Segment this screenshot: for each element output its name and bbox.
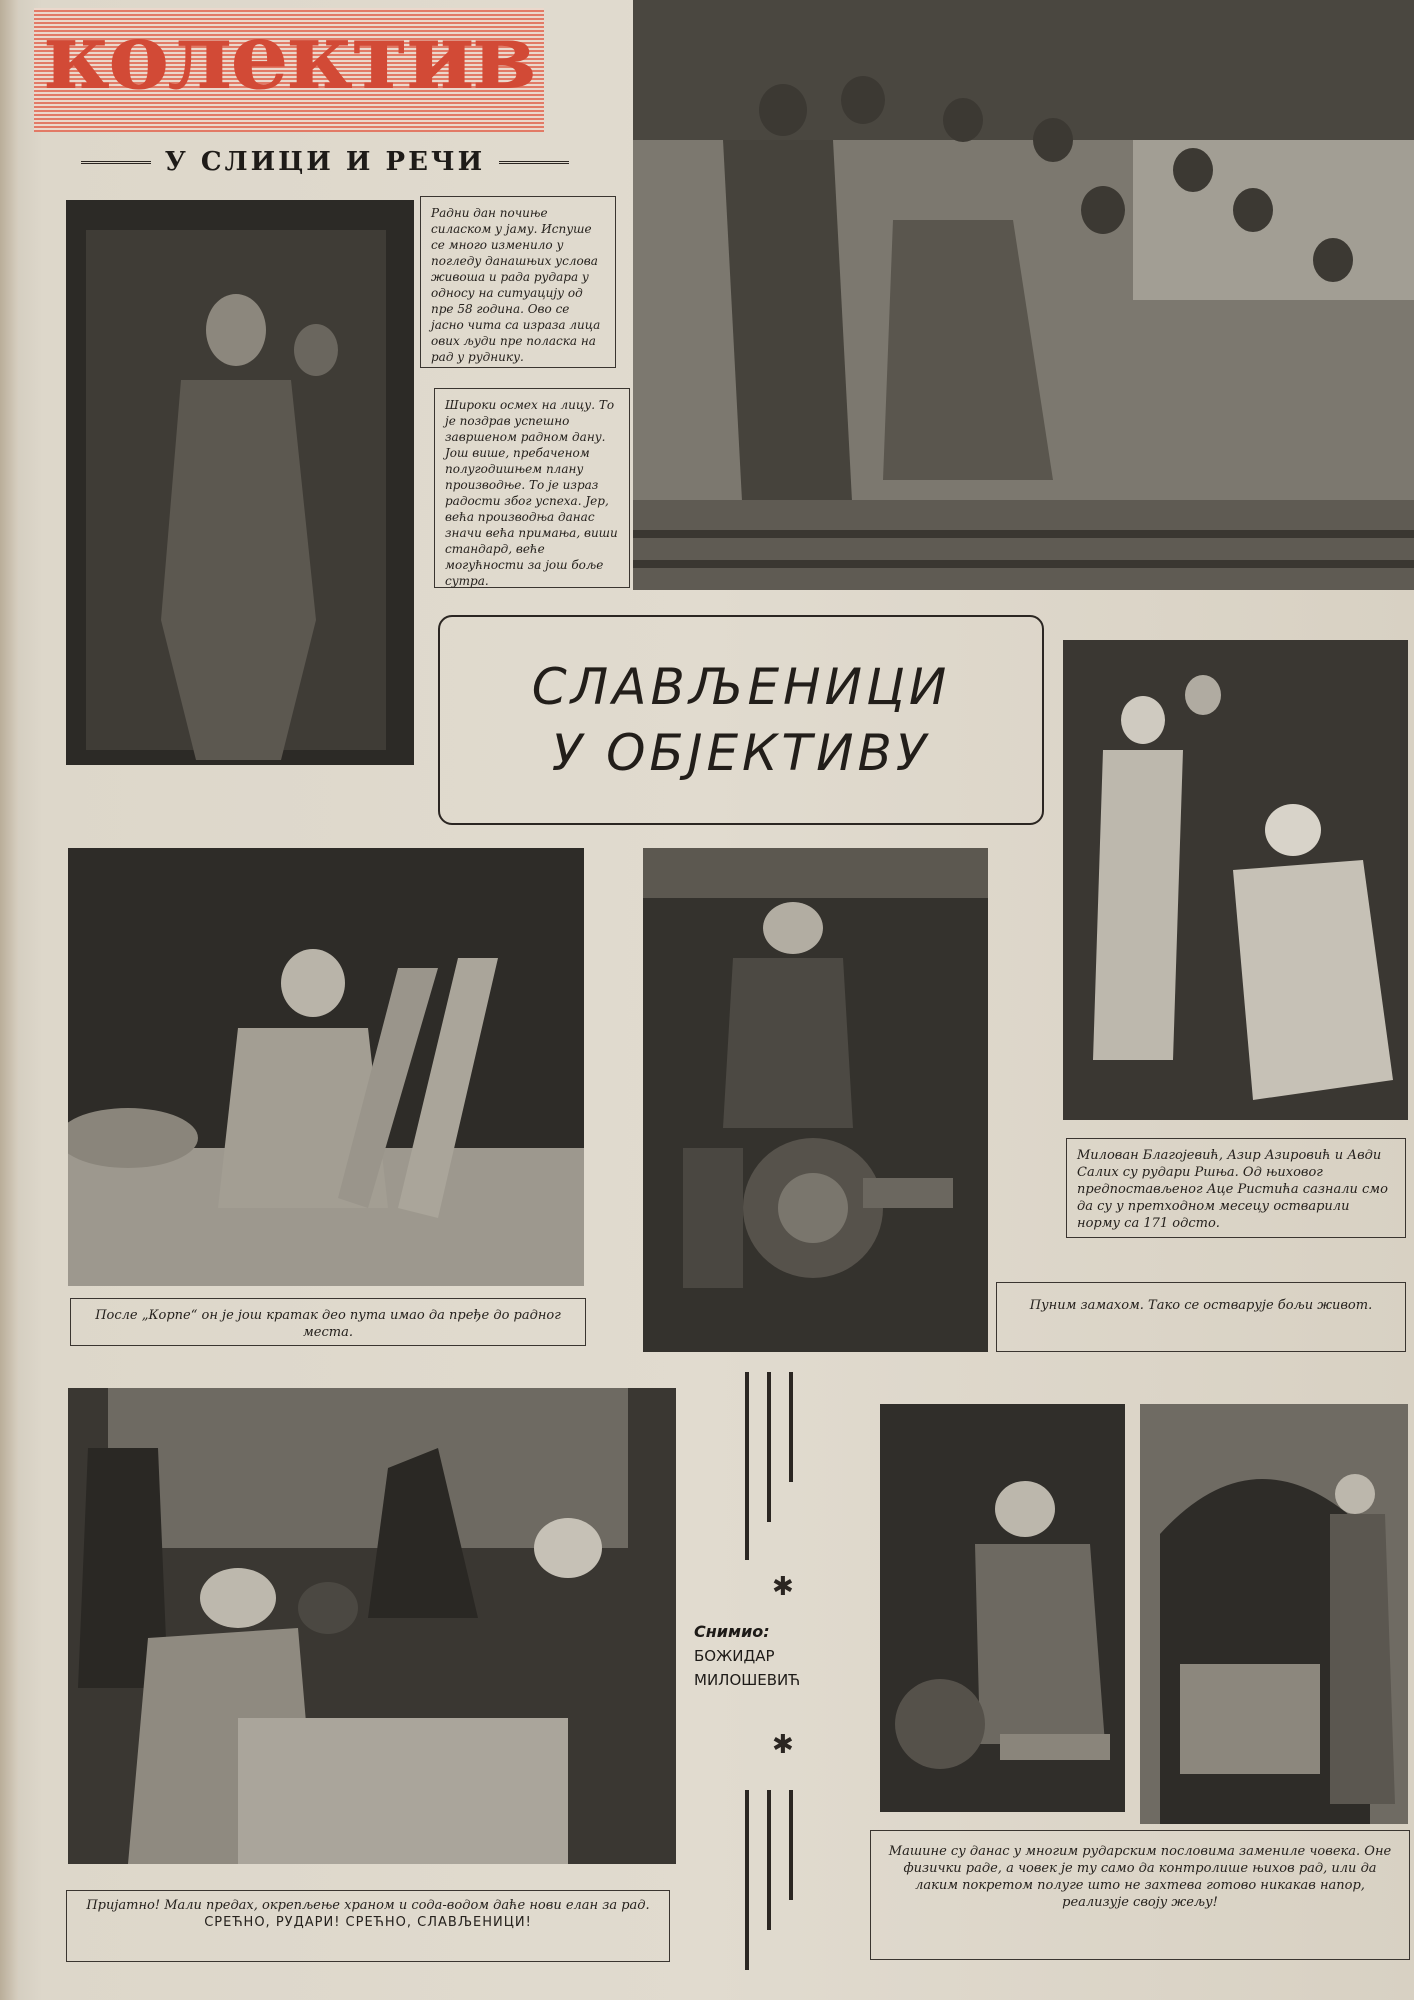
caption-korpa	[70, 1298, 586, 1346]
photo-miner-planks	[68, 848, 584, 1286]
headline-line-1: СЛАВЉЕНИЦИ	[531, 658, 951, 716]
caption-trio	[1066, 1138, 1406, 1238]
caption-lunch-cheer: СРЕЋНО, РУДАРИ! СРЕЋНО, СЛАВЉЕНИЦИ!	[204, 1915, 532, 1930]
caption-lunch	[66, 1890, 670, 1962]
headline-line-2: У ОБЈЕКТИВУ	[551, 724, 931, 782]
masthead-logo-text: колектив	[43, 2, 535, 110]
caption-trio-text: Милован Благојевић, Азир Азировић и Авди Салих су рудари Ршња. Од њиховог предпостављеног Аце Ристића сазнали смо да су у претходном месецу остварили норму са 171 одсто.	[1077, 1148, 1388, 1231]
tagline-rule-right	[499, 161, 569, 164]
caption-smile-text: Широки осмех на лицу. То је поздрав успешно завршеном радном дану. Још више, пребаченом полугодишњем плану производње. То је израз радости због успеха. Јер, већа производња данас значи већа примања, виши стандард, веће могућности за још боље сутра.	[445, 398, 618, 588]
photo-three-miners	[1063, 640, 1408, 1120]
divider-bar	[745, 1372, 749, 1560]
masthead-logo	[34, 2, 544, 132]
photo-miner-entrance	[66, 200, 414, 765]
caption-swing-text: Пуним замахом. Тако се остварује бољи живот.	[1029, 1298, 1373, 1313]
divider-bar	[789, 1790, 793, 1900]
caption-intro-text: Радни дан почиње силаском у јаму. Испуше се много изменило у погледу данашњих услова живоша и рада рудара у односу на ситуацију од пре 58 година. Ово се јасно чита са израза лица ових људи пре поласка на рад у руднику.	[431, 206, 601, 364]
tagline-rule-left	[81, 161, 151, 164]
credit-last-name: МИЛОШЕВИЋ	[694, 1671, 801, 1689]
divider-bar	[767, 1372, 771, 1522]
photo-drill-machine	[643, 848, 988, 1352]
caption-intro	[420, 196, 616, 368]
masthead-tagline-text: У СЛИЦИ И РЕЧИ	[164, 147, 486, 177]
credit-label: Снимио:	[694, 1622, 770, 1641]
caption-machines	[870, 1830, 1410, 1960]
caption-smile	[434, 388, 630, 588]
caption-swing	[996, 1282, 1406, 1352]
caption-lunch-text: Пријатно! Мали предах, окрепљење храном и сода-водом даће нови елан за рад.	[86, 1898, 650, 1913]
headline-box	[438, 615, 1044, 825]
photographer-credit	[694, 1620, 834, 1692]
divider-bar	[745, 1790, 749, 1970]
star-ornament-top: ✱	[772, 1572, 794, 1602]
divider-bar	[767, 1790, 771, 1930]
divider-bar	[789, 1372, 793, 1482]
caption-machines-text: Машине су данас у многим рударским пословима замениле човека. Оне физички раде, а човек је ту само да контролише њихов рад, или да лаким покретом полуге што не захтева готово никакав напор, реализује своју жељу!	[888, 1844, 1392, 1910]
masthead-tagline	[60, 142, 590, 182]
caption-korpa-text: После „Корпе“ он је још кратак део пута имао да пређе до радног места.	[95, 1308, 561, 1340]
photo-miner-machine	[880, 1404, 1125, 1812]
star-ornament-bottom: ✱	[772, 1730, 794, 1760]
page-binding-edge	[0, 0, 18, 2000]
photo-mine-tunnel	[1140, 1404, 1408, 1824]
credit-first-name: БОЖИДАР	[694, 1647, 775, 1665]
divider-bars-top	[745, 1372, 815, 1560]
divider-bars-bottom	[745, 1790, 815, 1970]
photo-miners-lunch	[68, 1388, 676, 1864]
photo-miners-group	[633, 0, 1414, 590]
